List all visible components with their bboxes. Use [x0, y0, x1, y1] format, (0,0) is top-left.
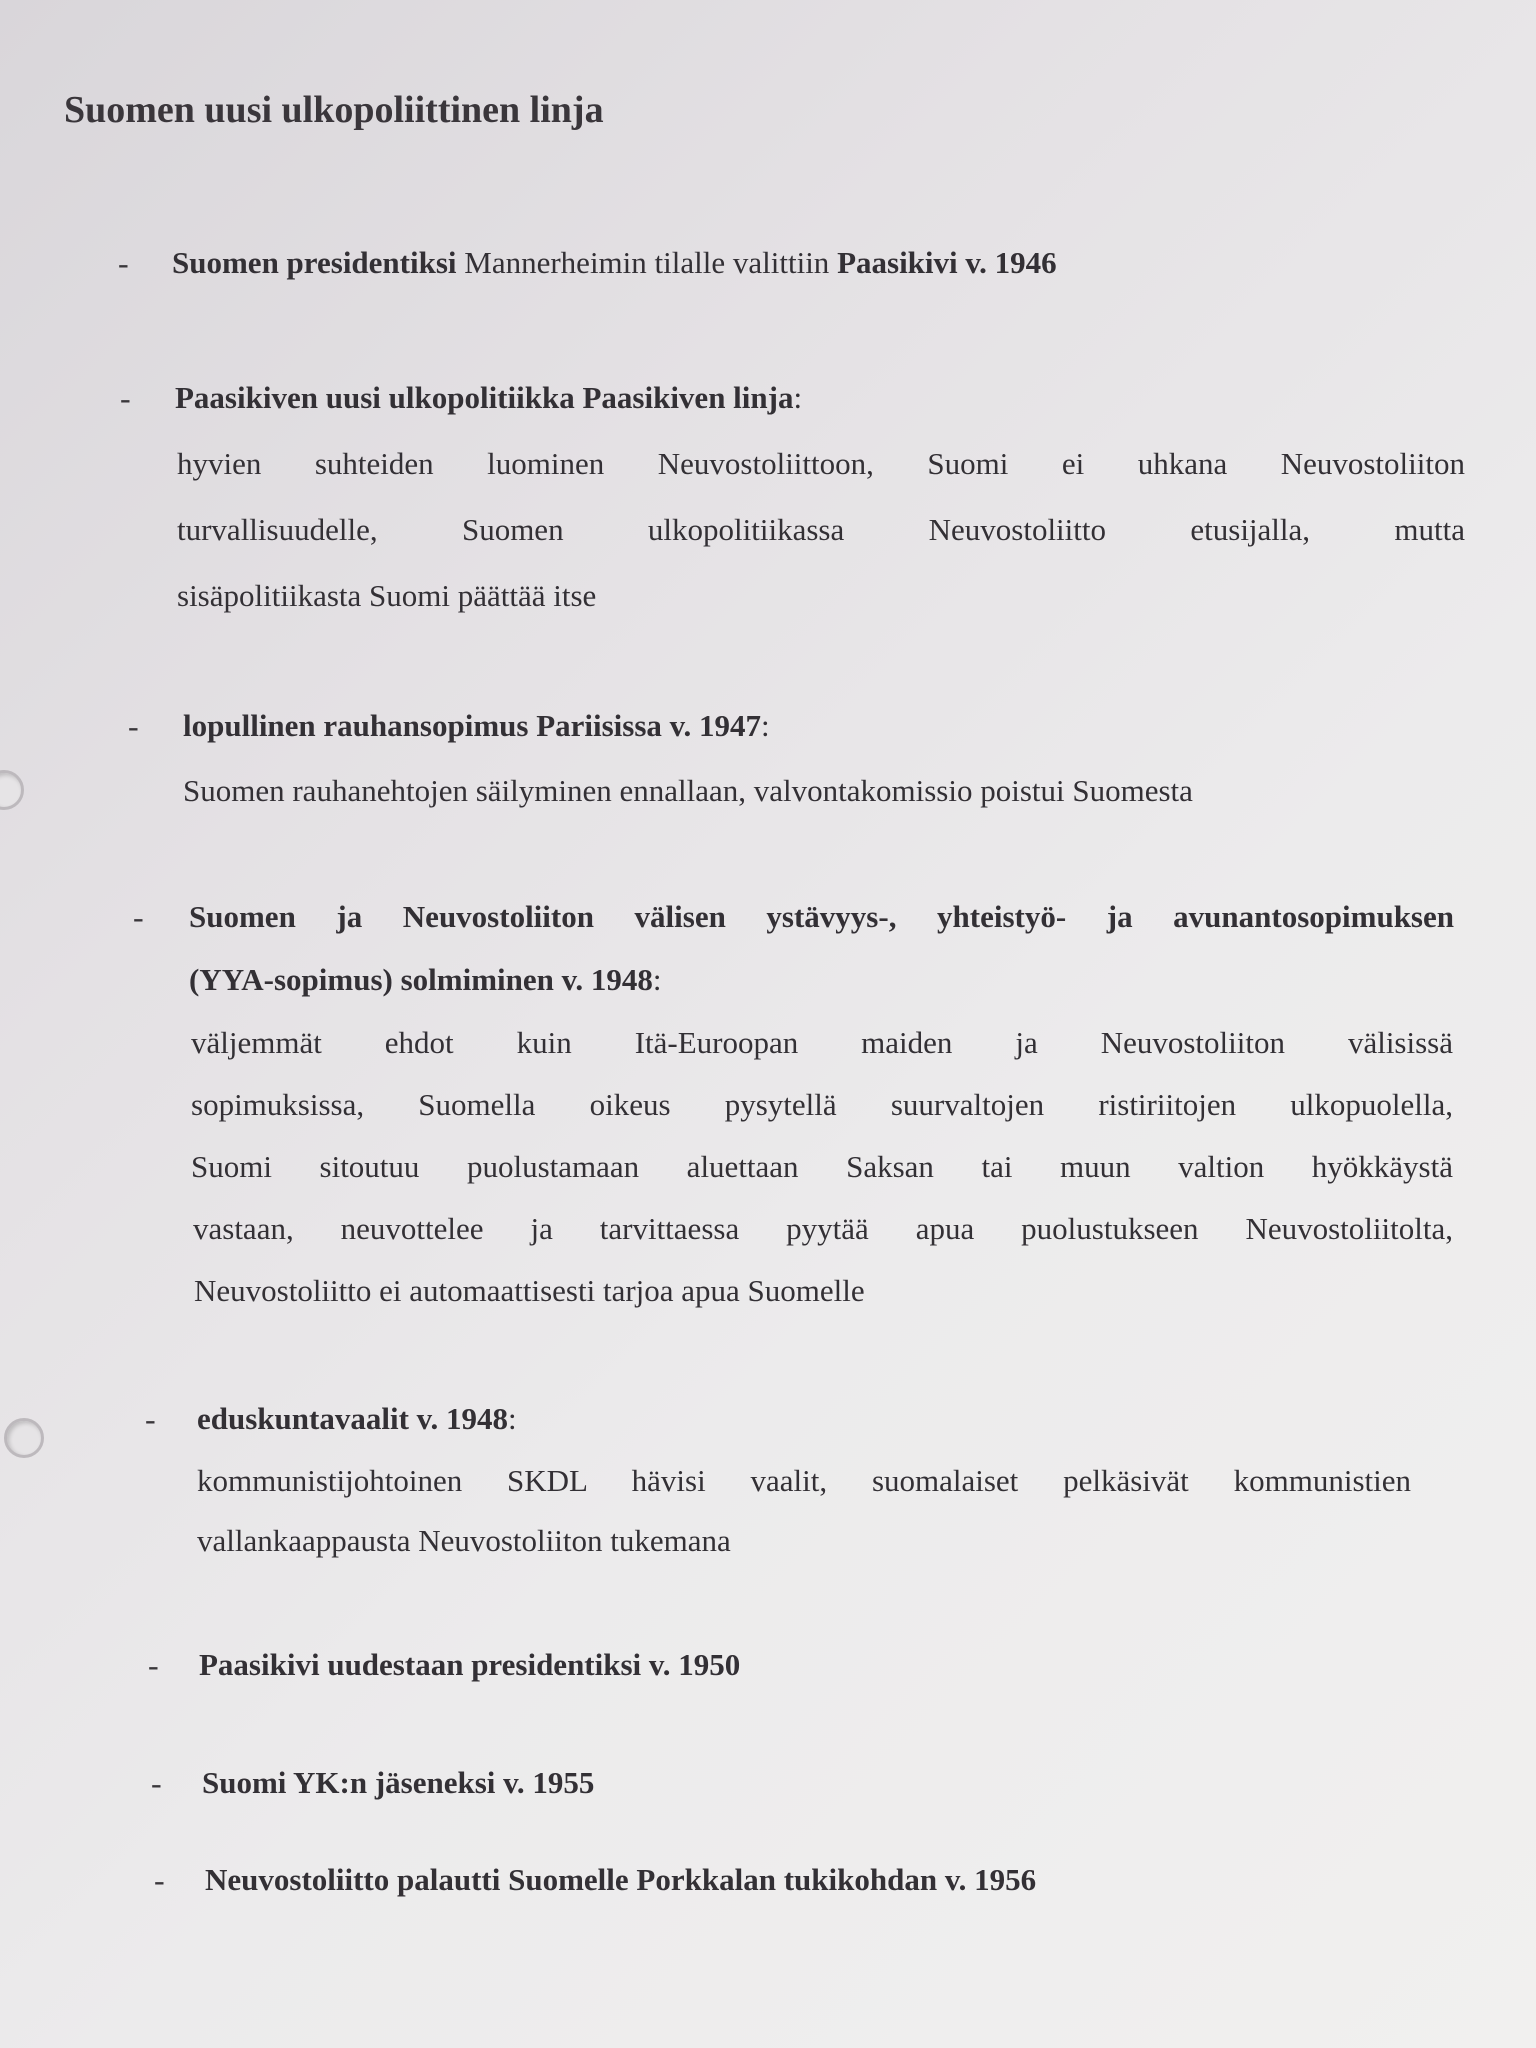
item-3-heading: lopullinen rauhansopimus Pariisissa v. 1947 — [183, 708, 761, 743]
punch-hole — [0, 770, 24, 810]
item-4-heading-suffix: : — [652, 962, 662, 997]
item-5-body-line-1: kommunistijohtoinen SKDL hävisi vaalit, suomalaiset pelkäsivät kommunistien — [197, 1463, 1411, 1498]
item-5-heading: eduskuntavaalit v. 1948 — [197, 1401, 508, 1436]
item-5-heading-suffix: : — [507, 1401, 517, 1436]
item-3-heading-suffix: : — [760, 708, 770, 743]
document-title: Suomen uusi ulkopoliittinen linja — [64, 89, 604, 131]
item-3-heading-line — [183, 708, 770, 744]
item-7-heading: Suomi YK:n jäseneksi v. 1955 — [202, 1765, 595, 1800]
item-4-heading-line-1: Suomen ja Neuvostoliiton välisen ystävyys-, yhteistyö- ja avunantosopimuksen — [189, 899, 1454, 934]
item-4-body-line-5: Neuvostoliitto ei automaattisesti tarjoa apua Suomelle — [194, 1273, 865, 1308]
item-5-body-line-2: vallankaappausta Neuvostoliiton tukemana — [197, 1523, 731, 1558]
item-2-heading-suffix: : — [793, 380, 803, 415]
bullet-dash: - — [148, 1647, 159, 1683]
punch-hole — [4, 1418, 44, 1458]
item-2-heading-line — [175, 380, 802, 416]
bullet-dash: - — [133, 899, 144, 935]
item-2-body-line-2: turvallisuudelle, Suomen ulkopolitiikassa Neuvostoliitto etusijalla, mutta — [177, 512, 1465, 547]
item-2-body-line-3: sisäpolitiikasta Suomi päättää itse — [177, 578, 597, 613]
item-1-line — [172, 245, 1057, 281]
item-2-heading: Paasikiven uusi ulkopolitiikka Paasikiven linja — [175, 380, 794, 415]
item-4-heading-line-2 — [189, 962, 662, 998]
item-4-body-line-3: Suomi sitoutuu puolustamaan aluettaan Saksan tai muun valtion hyökkäystä — [191, 1149, 1453, 1184]
bullet-dash: - — [154, 1862, 165, 1898]
item-5-heading-line — [197, 1401, 517, 1437]
item-1-run-1: Suomen presidentiksi — [172, 245, 457, 280]
item-3-body-line-1: Suomen rauhanehtojen säilyminen ennallaan, valvontakomissio poistui Suomesta — [183, 773, 1193, 808]
bullet-dash: - — [120, 380, 131, 416]
item-6-heading: Paasikivi uudestaan presidentiksi v. 1950 — [199, 1647, 741, 1682]
item-8-heading: Neuvostoliitto palautti Suomelle Porkkalan tukikohdan v. 1956 — [205, 1862, 1037, 1897]
bullet-dash: - — [118, 245, 129, 281]
item-4-body-line-1: väljemmät ehdot kuin Itä-Euroopan maiden ja Neuvostoliiton välisissä — [191, 1025, 1453, 1060]
item-4-heading-part-2: (YYA-sopimus) solmiminen v. 1948 — [189, 962, 653, 997]
bullet-dash: - — [128, 708, 139, 744]
bullet-dash: - — [145, 1401, 156, 1437]
item-1-run-3: Paasikivi v. 1946 — [837, 245, 1057, 280]
item-4-body-line-2: sopimuksissa, Suomella oikeus pysytellä suurvaltojen ristiriitojen ulkopuolella, — [191, 1087, 1453, 1122]
item-2-body-line-1: hyvien suhteiden luominen Neuvostoliittoon, Suomi ei uhkana Neuvostoliiton — [177, 446, 1465, 481]
item-4-body-line-4: vastaan, neuvottelee ja tarvittaessa pyytää apua puolustukseen Neuvostoliitolta, — [193, 1211, 1453, 1246]
item-1-run-2: Mannerheimin tilalle valittiin — [456, 245, 838, 280]
bullet-dash: - — [151, 1765, 162, 1801]
